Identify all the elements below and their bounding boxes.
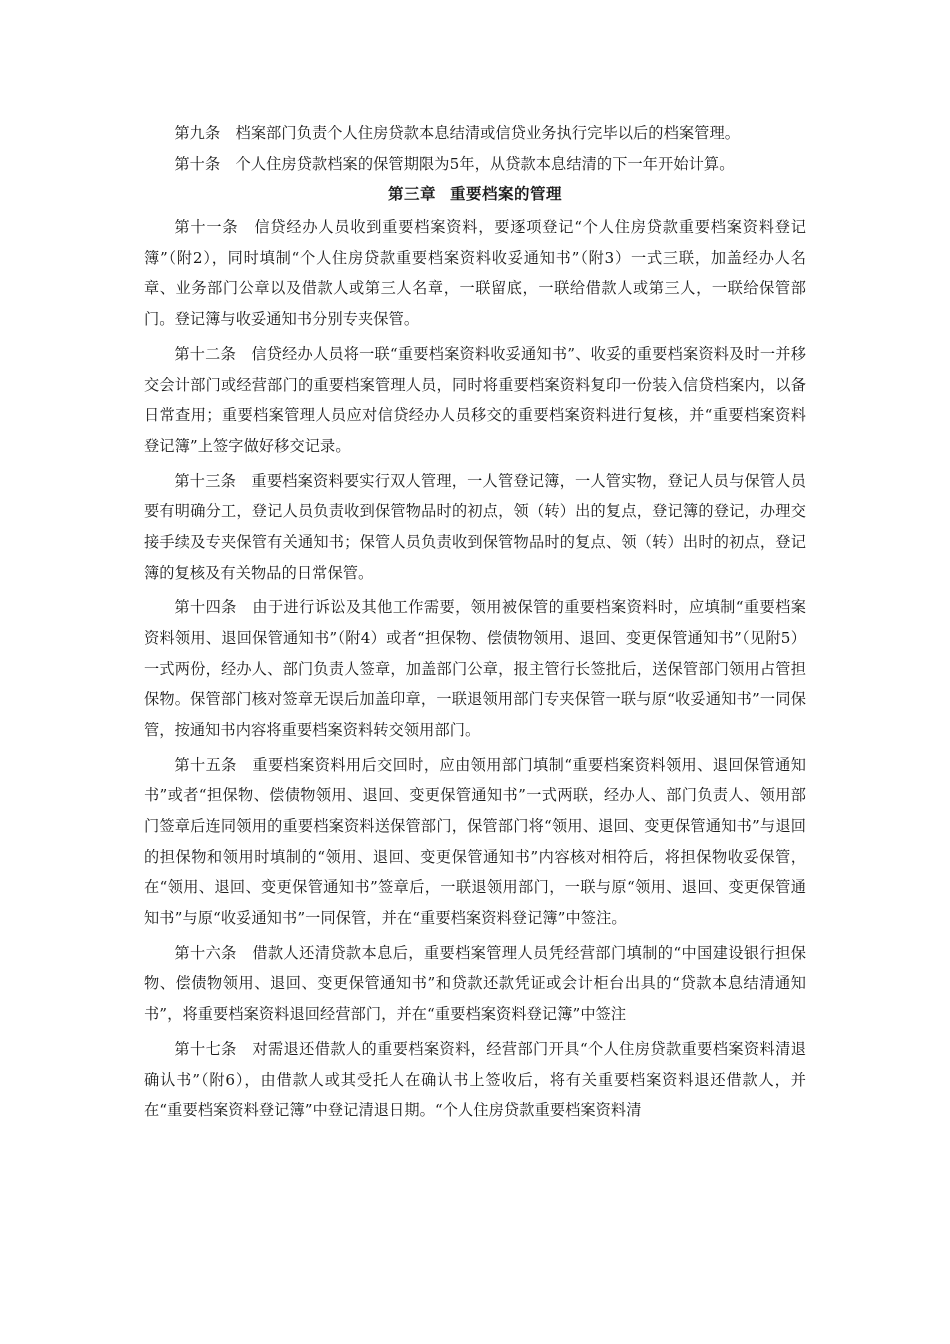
article-14: 第十四条 由于进行诉讼及其他工作需要，领用被保管的重要档案资料时，应填制“重要档案资料领用、退回保管通知书”（附4）或者“担保物、偿债物领用、退回、变更保管通知书”（见附5）一式两份，经办人、部门负责人签章，加盖部门公章，报主管行长签批后，送保管部门领用占管担保物。保管部门核对签章无误后加盖印章，一联退领用部门专夹保管一联与原“收妥通知书”一同保管，按通知书内容将重要档案资料转交领用部门。 [144,598,806,739]
article-16: 第十六条 借款人还清贷款本息后，重要档案管理人员凭经营部门填制的“中国建设银行担保物、偿债物领用、退回、变更保管通知书”和贷款还款凭证或会计柜台出具的“贷款本息结清通知书”，将重要档案资料退回经营部门，并在“重要档案资料登记簿”中签注 [144,943,806,1023]
article-10: 第十条 个人住房贷款档案的保管期限为5年，从贷款本息结清的下一年开始计算。 [174,154,735,173]
chapter-number: 第三章 [387,184,436,204]
article-12: 第十二条 信贷经办人员将一联“重要档案资料收妥通知书”、收妥的重要档案资料及时一并移交会计部门或经营部门的重要档案管理人员，同时将重要档案资料复印一份装入信贷档案内，以备日常查用；重要档案管理人员应对信贷经办人员移交的重要档案资料进行复核，并“重要档案资料登记簿”上签字做好移交记录。 [144,344,806,455]
article-9: 第九条 档案部门负责个人住房贷款本息结清或信贷业务执行完毕以后的档案管理。 [174,124,741,142]
document-page [144,118,806,1130]
chapter-title: 重要档案的管理 [450,184,563,204]
article-13: 第十三条 重要档案资料要实行双人管理，一人管登记簿，一人管实物，登记人员与保管人员要有明确分工，登记人员负责收到保管物品时的初点，领（转）出的复点，登记簿的登记，办理交接手续及专夹保管有关通知书；保管人员负责收到保管物品时的复点、领（转）出时的初点，登记簿的复核及有关物品的日常保管。 [144,471,806,582]
article-11: 第十一条 信贷经办人员收到重要档案资料，要逐项登记“个人住房贷款重要档案资料登记簿”（附2），同时填制“个人住房贷款重要档案资料收妥通知书”（附3）一式三联，加盖经办人名章、业务部门公章以及借款人或第三人名章，一联留底，一联给借款人或第三人，一联给保管部门。登记簿与收妥通知书分别专夹保管。 [144,218,806,328]
article-17: 第十七条 对需退还借款人的重要档案资料，经营部门开具“个人住房贷款重要档案资料清退确认书”（附6），由借款人或其受托人在确认书上签收后，将有关重要档案资料退还借款人，并在“重要档案资料登记簿”中登记清退日期。“个人住房贷款重要档案资料清 [144,1039,806,1120]
article-15: 第十五条 重要档案资料用后交回时，应由领用部门填制“重要档案资料领用、退回保管通知书”或者“担保物、偿债物领用、退回、变更保管通知书”一式两联，经办人、部门负责人、领用部门签章后连同领用的重要档案资料送保管部门，保管部门将“领用、退回、变更保管通知书”与退回的担保物和领用时填制的“领用、退回、变更保管通知书”内容核对相符后，将担保物收妥保管，在“领用、退回、变更保管通知书”签章后，一联退领用部门，一联与原“领用、退回、变更保管通知书”与原“收妥通知书”一同保管，并在“重要档案资料登记簿”中签注。 [144,755,806,927]
chapter-heading [144,179,806,209]
